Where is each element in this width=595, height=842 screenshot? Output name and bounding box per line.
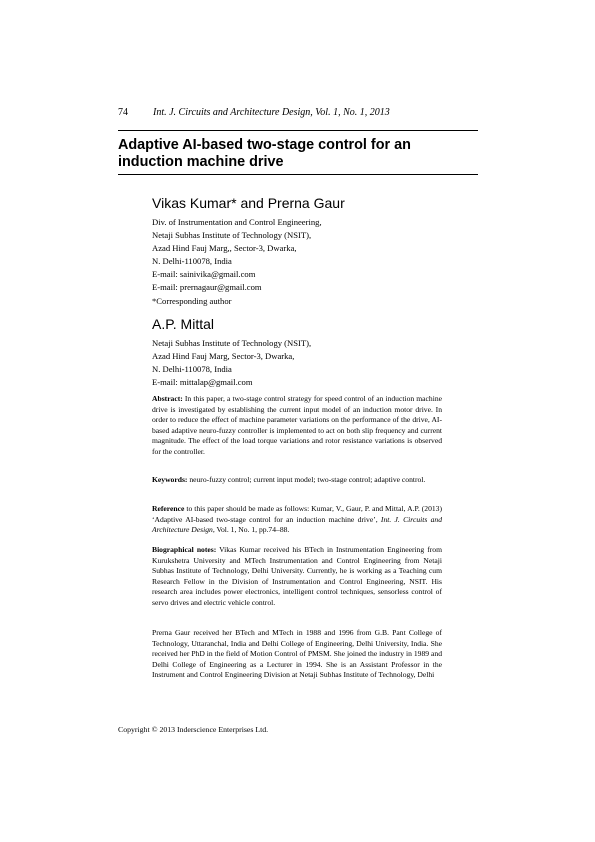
abstract-text: In this paper, a two-stage control strategy for speed control of an induction machine drive is investigated by establishing the current input model of an induction motor drive. In order to reduce the effect of machine parameter variations on the performance of the drive, AI-based adaptive neuro-fuzzy controller is implemented to act on both slip frequency and current magnitude. The effect of the load torque variations and rotor resistance variations is observed for the controller. bbox=[152, 394, 442, 456]
affiliation-line: Azad Hind Fauj Marg,, Sector-3, Dwarka, bbox=[152, 243, 297, 254]
affiliation-line: Azad Hind Fauj Marg, Sector-3, Dwarka, bbox=[152, 351, 295, 362]
email-line: E-mail: sainivika@gmail.com bbox=[152, 269, 256, 280]
affiliation-line: Div. of Instrumentation and Control Engineering, bbox=[152, 217, 322, 227]
email-line: E-mail: mittalap@gmail.com bbox=[152, 377, 253, 388]
biographical-notes-2 bbox=[152, 628, 442, 681]
bio-text-2: Prerna Gaur received her BTech and MTech in 1988 and 1996 from G.B. Pant College of Technology, Uttaranchal, India and Delhi College of Engineering, Delhi University, India. She received her PhD in the field of Motion Control of PMSM. She joined the industry in 1989 and Delhi College of Engineering as a Lecturer in 1994. She is an Assistant Professor in the Instrument and Control Engineering Division at Netaji Subhas Institute of Technology, Delhi bbox=[152, 628, 442, 680]
reference-journal: Int. J. Circuits and Architecture Design bbox=[152, 514, 442, 535]
abstract bbox=[152, 394, 442, 458]
affiliation-1 bbox=[152, 216, 482, 308]
title-bottom-rule bbox=[118, 174, 478, 175]
journal-citation: Int. J. Circuits and Architecture Design, Vol. 1, No. 1, 2013 bbox=[153, 107, 390, 118]
paper-title: Adaptive AI-based two-stage control for an induction machine drive bbox=[118, 137, 411, 170]
reference-volume: , Vol. 1, No. 1, pp.74–88. bbox=[212, 525, 290, 535]
keywords-text: neuro-fuzzy control; current input model; two-stage control; adaptive control. bbox=[189, 475, 426, 484]
author-block-1 bbox=[152, 195, 482, 308]
author-names-2: A.P. Mittal bbox=[152, 316, 214, 332]
author-block-2 bbox=[152, 316, 482, 389]
reference-label: Reference bbox=[152, 504, 185, 513]
keywords-label: Keywords: bbox=[152, 475, 188, 484]
affiliation-line: N. Delhi-110078, India bbox=[152, 364, 232, 375]
copyright-notice: Copyright © 2013 Inderscience Enterprises Ltd. bbox=[118, 725, 269, 734]
affiliation-2 bbox=[152, 337, 482, 389]
reference bbox=[152, 504, 442, 536]
reference-text: to this paper should be made as follows: Kumar, V., Gaur, P. and Mittal, A.P. (2013) ‘Adaptive AI-based two-stage control for an induction machine drive’, bbox=[152, 504, 442, 524]
page-number: 74 bbox=[118, 107, 128, 118]
title-top-rule bbox=[118, 130, 478, 131]
affiliation-line: N. Delhi-110078, India bbox=[152, 256, 232, 267]
email-line: E-mail: prernagaur@gmail.com bbox=[152, 282, 262, 293]
bio-label: Biographical notes: bbox=[152, 545, 217, 554]
abstract-label: Abstract: bbox=[152, 394, 183, 403]
bio-text-1: Vikas Kumar received his BTech in Instrumentation Engineering from Kurukshetra University and MTech Instrumentation and Control Engineering from Netaji Subhas Institute of Technology, Delhi University. Currently, he is working as a Teaching cum Research Fellow in the Division of Instrumentation and Control Engineering, NSIT. His research area includes power electronics, intelligent control techniques, sensorless control of servo drives and electric vehicle control. bbox=[152, 545, 443, 607]
affiliation-line: Netaji Subhas Institute of Technology (NSIT), bbox=[152, 338, 312, 348]
biographical-notes bbox=[152, 545, 442, 609]
corresponding-author-note: *Corresponding author bbox=[152, 295, 232, 306]
keywords bbox=[152, 475, 442, 486]
author-names-1: Vikas Kumar* and Prerna Gaur bbox=[152, 195, 345, 211]
affiliation-line: Netaji Subhas Institute of Technology (NSIT), bbox=[152, 230, 312, 241]
